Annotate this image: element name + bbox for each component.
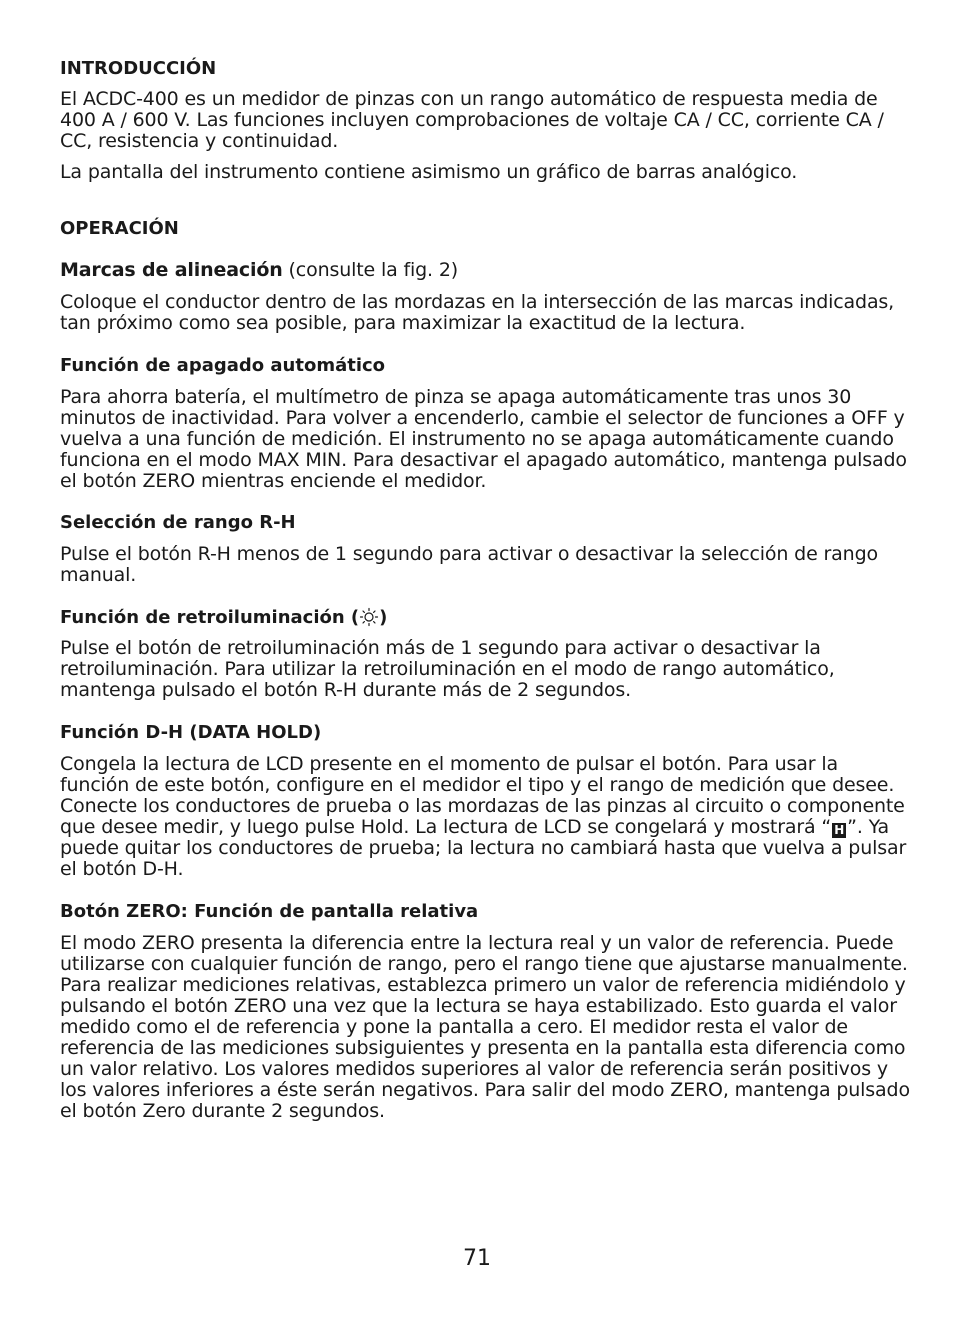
page-content — [60, 58, 910, 1122]
range-body: Pulse el botón R-H menos de 1 segundo para activar o desactivar la selección de rango manual. — [60, 543, 878, 586]
alignment-heading — [60, 260, 910, 281]
intro-paragraph-1: El ACDC-400 es un medidor de pinzas con un rango automático de respuesta media de 400 A / 600 V. Las funciones incluyen comprobaciones de voltaje CA / CC, corriente CA / CC, resistencia y continuidad. — [60, 88, 884, 152]
hold-icon: H — [832, 823, 846, 838]
backlight-body: Pulse el botón de retroiluminación más de 1 segundo para activar o desactivar la retroiluminación. Para utilizar la retroiluminación en el modo de rango automático, mantenga pulsado el botón R-H durante más de 2 segundos. — [60, 637, 835, 701]
alignment-heading-rest: (consulte la fig. 2) — [282, 259, 459, 281]
intro-paragraph-2: La pantalla del instrumento contiene asimismo un gráfico de barras analógico. — [60, 161, 798, 183]
data-hold-body-pre: Congela la lectura de LCD presente en el momento de pulsar el botón. Para usar la función de este botón, configure en el medidor el tipo y el rango de medición que desee. Conecte los conductores de prueba o las mordazas de las pinzas al circuito o componente que desee medir, y luego pulse Hold. La lectura de LCD se congelará y mostrará “ — [60, 753, 905, 838]
data-hold-body-post: ”. Ya puede quitar los conductores de prueba; la lectura no cambiará hasta que vuelva a pulsar el botón D-H. — [60, 816, 907, 880]
operation-heading: OPERACIÓN — [60, 218, 179, 239]
alignment-heading-bold: Marcas de alineación — [60, 259, 283, 281]
alignment-body: Coloque el conductor dentro de las mordazas en la intersección de las marcas indicadas, tan próximo como sea posible, para maximizar la exactitud de la lectura. — [60, 291, 895, 334]
zero-body: El modo ZERO presenta la diferencia entre la lectura real y un valor de referencia. Puede utilizarse con cualquier función de rango, pero el rango tiene que ajustarse manualmente. Para realizar mediciones relativas, establezca primero un valor de referencia midiéndolo y pulsando el botón ZERO una vez que la lectura se haya estabilizado. Esto guarda el valor medido como el de referencia y pone la pantalla a cero. El medidor resta el valor de referencia de las mediciones subsiguientes y presenta en la pantalla esta diferencia como un valor relativo. Los valores medidos superiores al valor de referencia serán positivos y los valores inferiores a éste serán negativos. Para salir del modo ZERO, mantenga pulsado el botón Zero durante 2 segundos. — [60, 932, 910, 1122]
zero-heading: Botón ZERO: Función de pantalla relativa — [60, 901, 479, 922]
backlight-heading-post: ) — [379, 607, 388, 628]
range-heading: Selección de rango R-H — [60, 512, 296, 533]
page-number: 71 — [463, 1246, 491, 1271]
backlight-heading-pre: Función de retroiluminación ( — [60, 607, 360, 628]
intro-heading: INTRODUCCIÓN — [60, 58, 217, 79]
data-hold-body — [60, 754, 910, 880]
sun-icon — [359, 607, 379, 627]
data-hold-heading: Función D-H (DATA HOLD) — [60, 722, 322, 743]
auto-off-heading: Función de apagado automático — [60, 355, 386, 376]
backlight-heading — [60, 607, 910, 629]
auto-off-body: Para ahorra batería, el multímetro de pinza se apaga automáticamente tras unos 30 minutos de inactividad. Para volver a encenderlo, cambie el selector de funciones a OFF y vuelva a una función de medición. El instrumento no se apaga automáticamente cuando funciona en el modo MAX MIN. Para desactivar el apagado automático, mantenga pulsado el botón ZERO mientras enciende el medidor. — [60, 386, 907, 492]
